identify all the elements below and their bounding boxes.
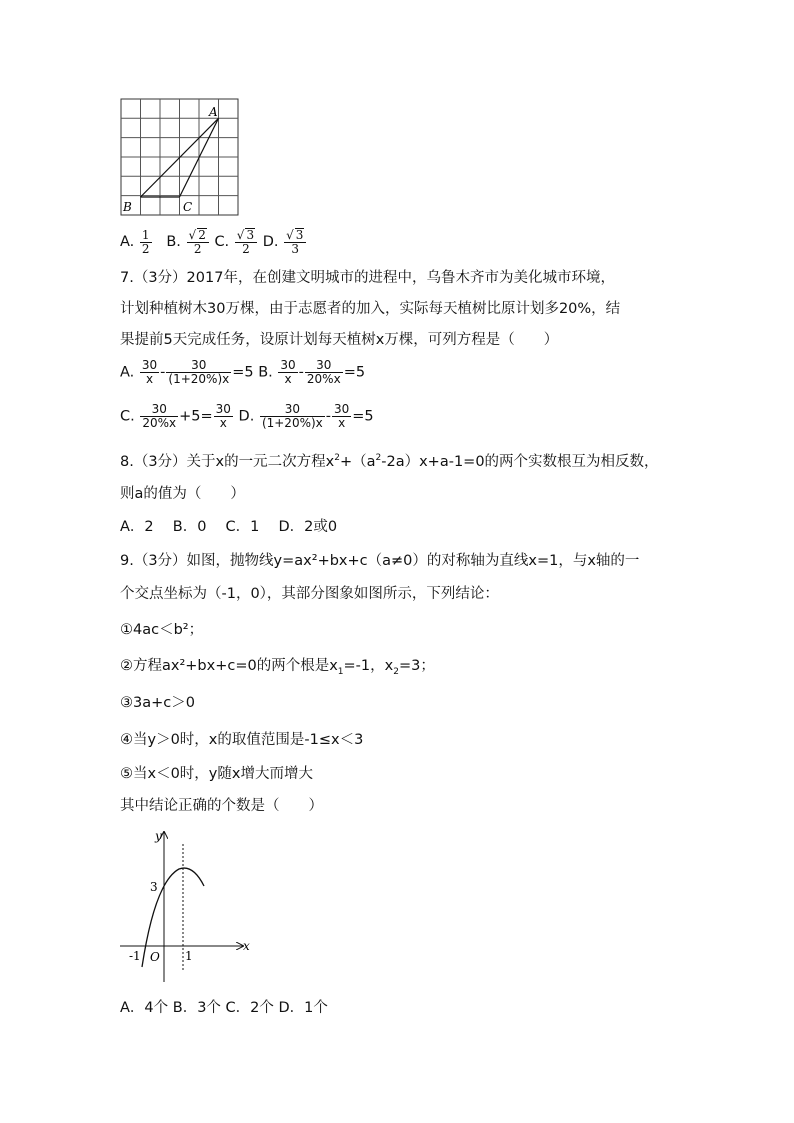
q9-conclusion-3: ③3a+c＞0 xyxy=(120,695,195,711)
label-b: B xyxy=(123,200,132,214)
q9-line-1: 9.（3分）如图，抛物线y=ax²+bx+c（a≠0）的对称轴为直线x=1，与x轴的一 xyxy=(120,553,640,569)
origin-label: O xyxy=(150,950,160,964)
q7-line-1: 7.（3分）2017年，在创建文明城市的进程中，乌鲁木齐市为美化城市环境， xyxy=(120,270,615,286)
q7-option-c-label: C. xyxy=(120,408,135,425)
q7-option-a-frac2: $\frac{30}{(1+20\%)x}$ xyxy=(168,358,230,386)
option-a-fraction: $\frac{1}{2}$ xyxy=(141,227,150,256)
q9-prompt: 其中结论正确的个数是（ ） xyxy=(120,798,323,814)
q9-line-2: 个交点坐标为（-1，0），其部分图象如图所示，下列结论： xyxy=(120,586,499,602)
label-3: 3 xyxy=(150,880,158,894)
q9-conclusion-4: ④当y＞0时，x的取值范围是-1≤x＜3 xyxy=(120,732,364,748)
option-d-fraction: √ $\frac{3}{3}$ xyxy=(284,228,306,256)
q8-line-2: 则a的值为（ ） xyxy=(120,486,245,502)
q7-line-3: 果提前5天完成任务，设原计划每天植树x万棵，可列方程是（ ） xyxy=(120,332,559,348)
option-b-fraction: √ $\frac{2}{2}$ xyxy=(187,228,209,256)
q9-conclusion-1: ①4ac＜b²； xyxy=(120,622,204,638)
grid-triangle-figure xyxy=(118,97,242,217)
label-c: C xyxy=(183,200,193,214)
q8-line-1: 8.（3分）关于x的一元二次方程$x^2+(a^2-2a)x+a-1=0$的两个实数根互为相反数， xyxy=(120,453,659,470)
option-d-label: D. xyxy=(262,234,279,250)
q7-option-c-frac2: $\frac{30}{x}$ xyxy=(215,402,231,430)
x-axis-label: x xyxy=(243,939,250,953)
q8-options: A．2 B．0 C．1 D．2或0 xyxy=(120,519,338,535)
label-a: A xyxy=(209,105,218,119)
option-c-label: C. xyxy=(214,234,230,250)
q7-option-b-label: B. xyxy=(258,364,273,381)
label-neg1: -1 xyxy=(129,949,141,963)
q9-options: A．4个 B．3个 C．2个 D．1个 xyxy=(120,1000,328,1016)
q9-conclusion-5: ⑤当x＜0时，y随x增大而增大 xyxy=(120,766,313,782)
q7-options-ab: A. $\frac{30}{x}$ - $\frac{30}{(1+20\%)x}$ =5 B. $\frac{30}{x}$ - $\frac{30}{20\%x}$ =5 xyxy=(120,358,366,386)
q7-option-a-frac1: $\frac{30}{x}$ xyxy=(141,358,158,386)
label-1: 1 xyxy=(185,949,193,963)
q7-option-b-frac1: $\frac{30}{x}$ xyxy=(280,358,296,386)
y-axis-label: y xyxy=(155,829,162,843)
q7-option-b-frac2: $\frac{30}{20\%x}$ xyxy=(306,358,341,386)
q6-options xyxy=(120,228,307,256)
option-c-fraction: √ $\frac{3}{2}$ xyxy=(235,228,257,256)
q7-option-c-frac1: $\frac{30}{20\%x}$ xyxy=(142,402,177,430)
parabola-figure xyxy=(115,822,260,984)
q7-line-2: 计划种植树木30万棵，由于志愿者的加入，实际每天植树比原计划多20%，结 xyxy=(120,301,621,317)
q7-option-d-frac1: $\frac{30}{(1+20\%)x}$ xyxy=(261,402,323,430)
q7-option-d-label: D. xyxy=(238,408,255,425)
option-a-label: A. xyxy=(120,234,135,250)
q7-option-d-frac2: $\frac{30}{x}$ xyxy=(334,402,350,430)
q9-conclusion-2: ②方程ax²+bx+c=0的两个根是$x_1=-1$，$x_2=3$； xyxy=(120,658,435,677)
q7-option-a-label: A. xyxy=(120,364,135,381)
option-b-label: B. xyxy=(166,234,181,250)
q7-options-cd: C. $\frac{30}{20\%x}$ +5= $\frac{30}{x}$ D. $\frac{30}{(1+20\%)x}$ - $\frac{30}{x}$ =5 xyxy=(120,402,374,430)
